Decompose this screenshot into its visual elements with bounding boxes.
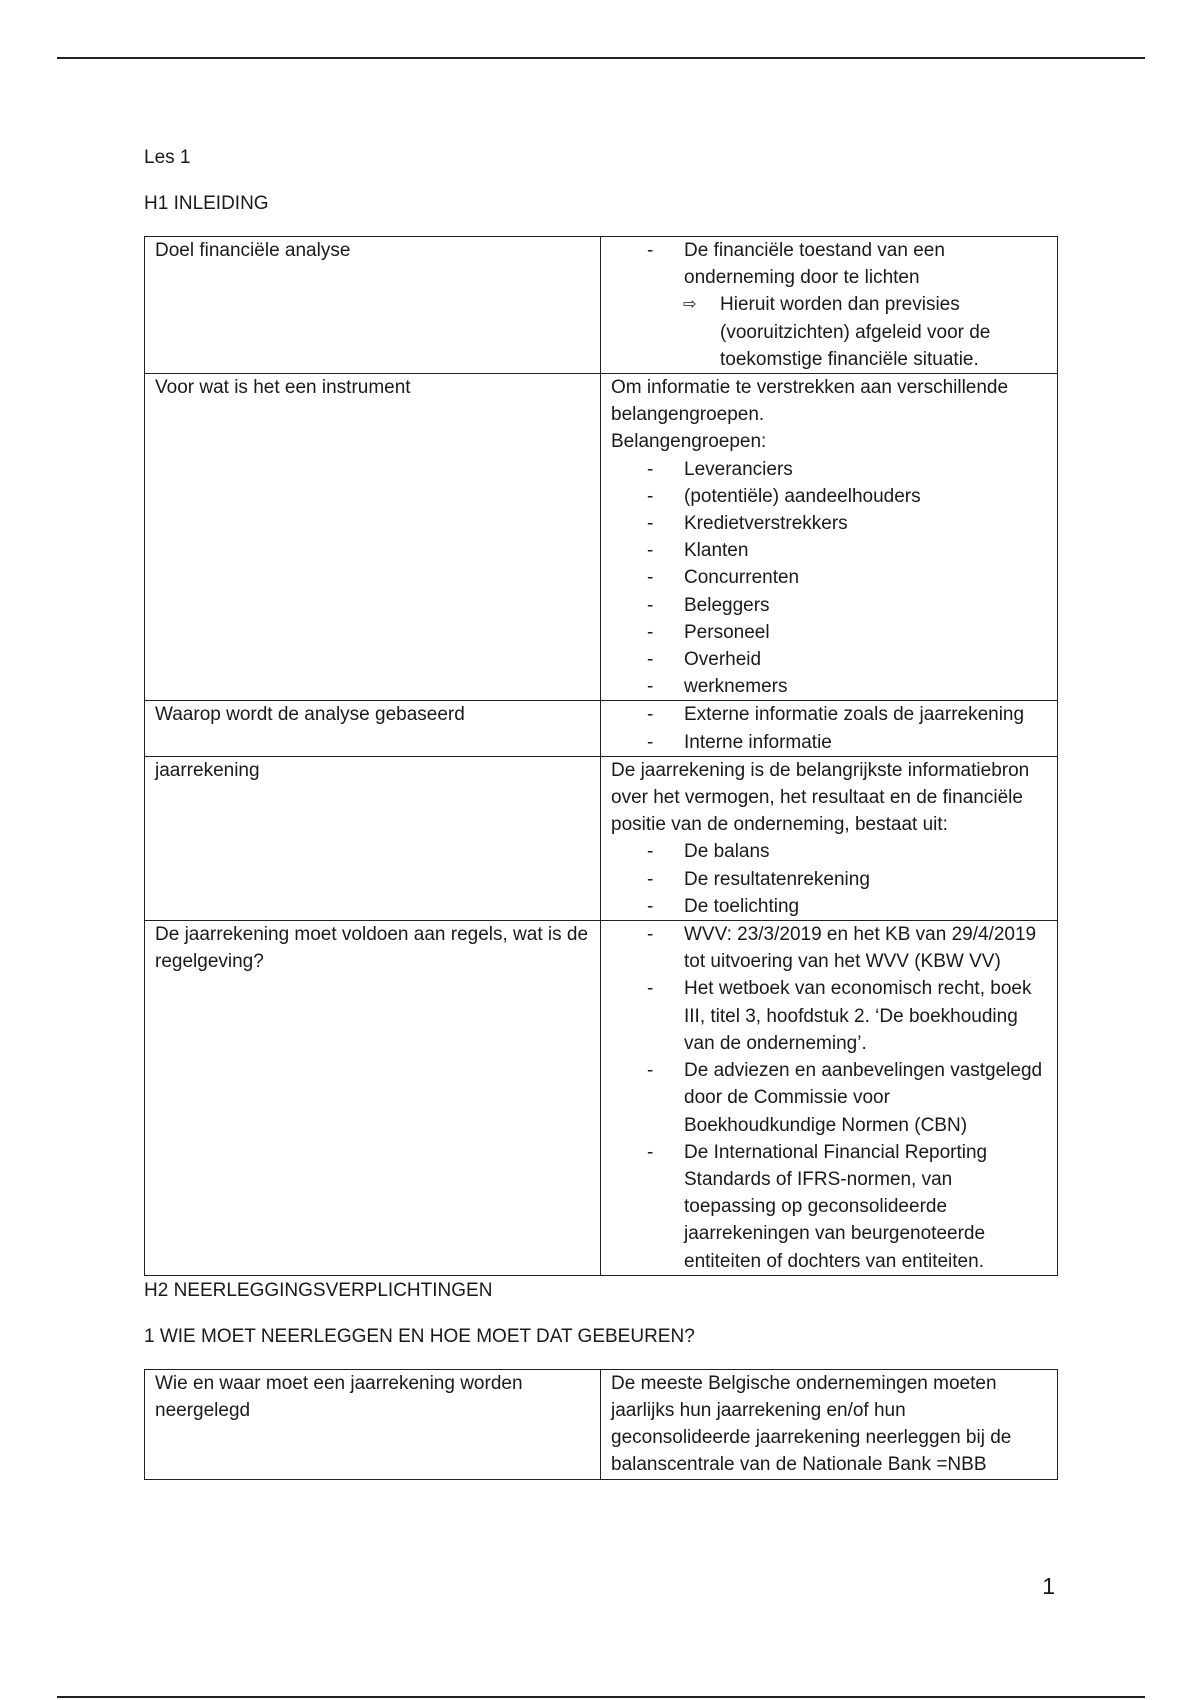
list-item: - De toelichting [611,893,1047,920]
table-inleiding [144,236,1058,1276]
dash-list [611,237,1047,291]
answer-cell [601,701,1058,756]
answer-text: Om informatie te verstrekken aan verschillende belangengroepen. [611,377,1009,426]
list-item: - De resultatenrekening [611,866,1047,893]
table-row [145,237,1058,374]
answer-cell: De meeste Belgische ondernemingen moeten jaarlijks hun jaarrekening en/of hun geconsolideerde jaarrekening neerleggen bij de balanscentrale van de Nationale Bank =NBB [601,1369,1058,1479]
dash-list [611,838,1047,920]
dash-list [611,701,1047,755]
answer-cell [601,374,1058,701]
table-row [145,701,1058,756]
answer-cell [601,756,1058,920]
list-item: - Interne informatie [611,729,1047,756]
arrow-list [611,291,1047,373]
answer-text: De jaarrekening is de belangrijkste informatiebron over het vermogen, het resultaat en de financiële positie van de onderneming, bestaat uit: [611,759,1030,836]
subheading-1: 1 WIE MOET NEERLEGGEN EN HOE MOET DAT GEBEUREN? [144,1325,695,1347]
answer-text: Belangengroepen: [611,431,767,453]
list-item: - (potentiële) aandeelhouders [611,483,1047,510]
header-rule [57,57,1145,59]
question-cell: Wie en waar moet een jaarrekening worden neergelegd [145,1369,601,1479]
question-cell: jaarrekening [145,756,601,920]
list-item: - Leveranciers [611,456,1047,483]
document-body [144,144,1058,1480]
question-cell: Waarop wordt de analyse gebaseerd [145,701,601,756]
answer-cell [601,237,1058,374]
lesson-title: Les 1 [144,147,191,168]
table-row [145,756,1058,920]
list-item: - Het wetboek van economisch recht, boek III, titel 3, hoofdstuk 2. ‘De boekhouding van de onderneming’. [611,975,1047,1057]
dash-list [611,456,1047,701]
question-cell: Voor wat is het een instrument [145,374,601,701]
list-item: - De balans [611,838,1047,865]
heading-h2: H2 NEERLEGGINGSVERPLICHTINGEN [144,1279,493,1301]
list-item: - Personeel [611,619,1047,646]
question-cell: Doel financiële analyse [145,237,601,374]
list-item: - Externe informatie zoals de jaarrekening [611,701,1047,728]
list-item: - Concurrenten [611,564,1047,591]
heading-h1: H1 INLEIDING [144,193,269,214]
table-row [145,921,1058,1276]
arrow-list-item: ⇨ Hieruit worden dan previsies (vooruitzichten) afgeleid voor de toekomstige financiële situatie. [611,291,1047,373]
table-neerlegging [144,1369,1058,1480]
answer-cell [601,921,1058,1276]
list-item: - Overheid [611,646,1047,673]
page-number: 1 [1042,1573,1055,1599]
question-cell: De jaarrekening moet voldoen aan regels, wat is de regelgeving? [145,921,601,1276]
list-item: - werknemers [611,673,1047,700]
list-item: - WVV: 23/3/2019 en het KB van 29/4/2019 tot uitvoering van het WVV (KBW VV) [611,921,1047,975]
list-item: - De International Financial Reporting Standards of IFRS-normen, van toepassing op geconsolideerde jaarrekeningen van beurgenoteerde entiteiten of dochters van entiteiten. [611,1139,1047,1275]
list-item: - Beleggers [611,592,1047,619]
list-item: - Kredietverstrekkers [611,510,1047,537]
dash-list [611,921,1047,1275]
list-item: - Klanten [611,537,1047,564]
list-item: - De financiële toestand van een onderneming door te lichten [611,237,1047,291]
table-row [145,1369,1058,1479]
list-item: - De adviezen en aanbevelingen vastgelegd door de Commissie voor Boekhoudkundige Normen (CBN) [611,1057,1047,1139]
table-row [145,374,1058,701]
footer-rule [57,1696,1145,1698]
